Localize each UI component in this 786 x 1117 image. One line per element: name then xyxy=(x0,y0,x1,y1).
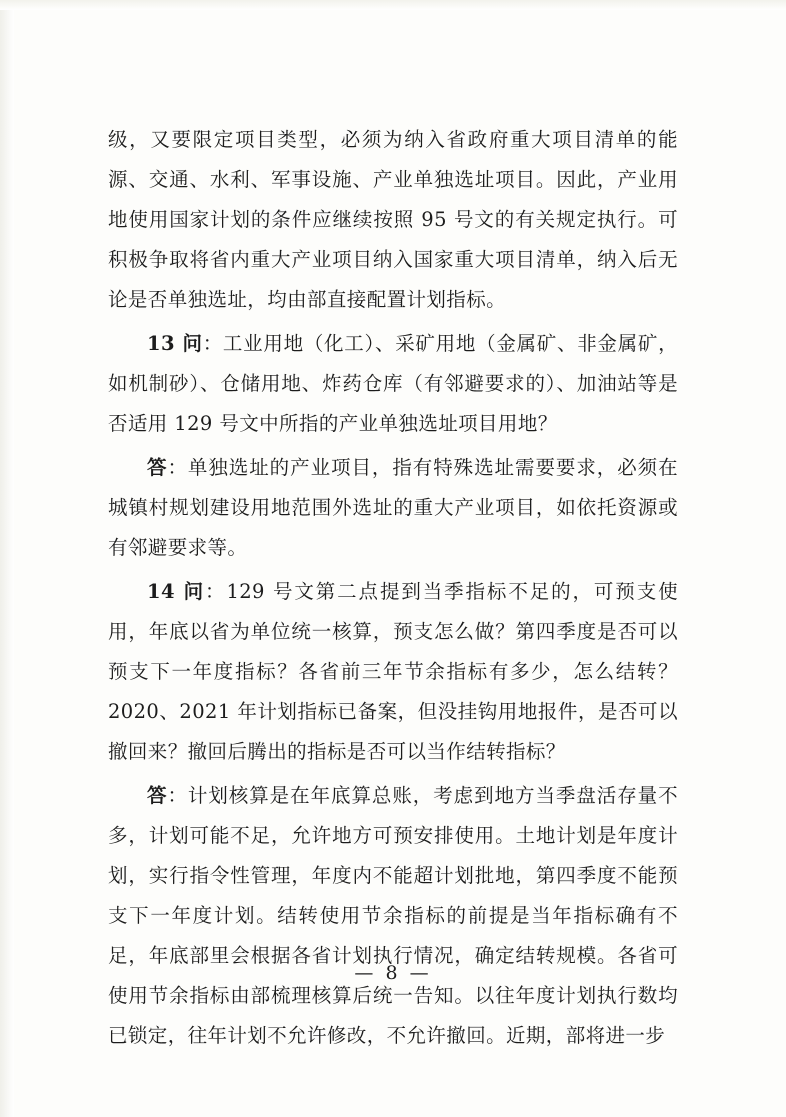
paragraph-question-14 xyxy=(108,572,678,772)
question-separator-13: ： xyxy=(202,332,223,355)
paragraph-text: 工业用地（化工）、采矿用地（金属矿、非金属矿，如机制砂）、仓储用地、炸药仓库（有邻避要求的）、加油站等是否适用 129 号文中所指的产业单独选址项目用地？ xyxy=(108,332,679,435)
paragraph-answer-13 xyxy=(108,448,678,568)
page-edge-shadow-left xyxy=(0,0,14,1117)
paragraph-text: 单独选址的产业项目，指有特殊选址需要要求，必须在城镇村规划建设用地范围外选址的重大产业项目，如依托资源或有邻避要求等。 xyxy=(108,456,678,559)
paragraph-text: 计划核算是在年底算总账，考虑到地方当季盘活存量不多，计划可能不足，允许地方可预安排使用。土地计划是年度计划，实行指令性管理，年度内不能超计划批地，第四季度不能预支下一年度计划。结转使用节余指标的前提是当年指标确有不足，年底部里会根据各省计划执行情况，确定结转规模。各省可使用节余指标由部梳理核算后统一告知。以往年度计划执行数均已锁定，往年计划不允许修改，不允许撤回。近期，部将进一步 xyxy=(108,784,678,1047)
paragraph-question-13 xyxy=(108,324,678,444)
paragraph-text: 级，又要限定项目类型，必须为纳入省政府重大项目清单的能源、交通、水利、军事设施、产业单独选址项目。因此，产业用地使用国家计划的条件应继续按照 95 号文的有关规定执行。可积极争取将省内重大产业项目纳入国家重大项目清单，纳入后无论是否单独选址，均由部直接配置计划指标。 xyxy=(108,128,678,311)
page-number: — 8 — xyxy=(354,962,432,984)
paragraph-continuation xyxy=(108,120,678,320)
page-edge-shadow-top xyxy=(0,0,786,10)
question-separator-14: ： xyxy=(205,580,227,603)
paragraph-answer-14 xyxy=(108,776,678,1056)
answer-label-13: 答 xyxy=(147,456,168,479)
question-label-13: 13 问 xyxy=(147,332,203,355)
question-label-14: 14 问 xyxy=(147,580,206,603)
answer-label-14: 答 xyxy=(147,784,168,807)
document-body xyxy=(108,120,678,1056)
answer-separator-14: ： xyxy=(167,784,188,807)
answer-separator-13: ： xyxy=(167,456,188,479)
paragraph-text: 129 号文第二点提到当季指标不足的，可预支使用，年底以省为单位统一核算，预支怎么做？第四季度是否可以预支下一年度指标？各省前三年节余指标有多少，怎么结转？2020、2021 年计划指标已备案，但没挂钩用地报件，是否可以撤回来？撤回后腾出的指标是否可以当作结转指标？ xyxy=(108,580,679,763)
